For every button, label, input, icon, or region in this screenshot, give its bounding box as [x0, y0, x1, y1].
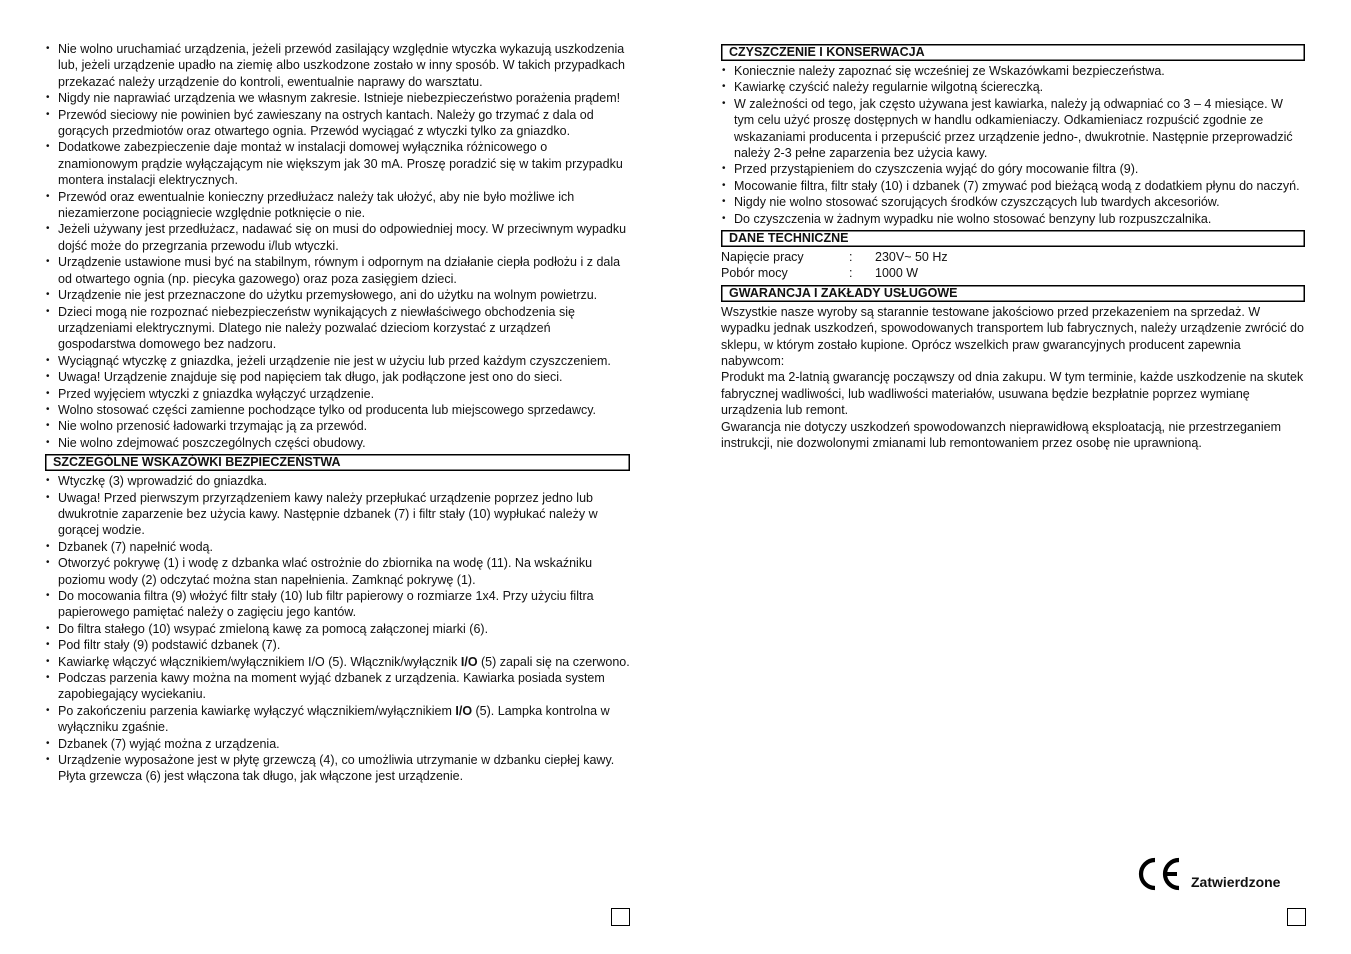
ce-mark-icon: [1135, 856, 1183, 892]
safety-list: [45, 41, 630, 451]
list-item: • Urządzenie nie jest przeznaczone do użytku przemysłowego, ani do użytku na wolnym powietrzu.: [45, 287, 630, 303]
list-item: • Uwaga! Przed pierwszym przyrządzeniem kawy należy przepłukać urządzenie poprzez jedno lub dwukrotnie zaparzenie bez użycia kawy. Następnie dzbanek (7) i filtr stały (10) wypłukać należy w gorącej wodzie.: [45, 490, 630, 539]
list-item: • Przed przystąpieniem do czyszczenia wyjąć do góry mocowanie filtra (9).: [721, 161, 1305, 177]
cleaning-heading: CZYSZCZENIE I KONSERWACJA: [721, 44, 1305, 61]
left-column: [45, 41, 630, 785]
switch-on-text-end: (5) zapali się na czerwono.: [477, 654, 630, 669]
switch-off-text-end: (5). Lampka kontrolna w wyłączniku zgaśnie.: [58, 703, 610, 735]
list-item: • Nie wolno przenosić ładowarki trzymając ją za przewód.: [45, 418, 630, 434]
spec-label: Pobór mocy: [721, 266, 788, 281]
list-item: • Nigdy nie wolno stosować szorujących środków czyszczących lub twardych akcesoriów.: [721, 194, 1305, 210]
spec-table: [721, 249, 1305, 282]
list-item: • Dzbanek (7) wyjąć można z urządzenia.: [45, 736, 630, 752]
list-item: • Wyciągnąć wtyczkę z gniazdka, jeżeli urządzenie nie jest w użyciu lub przed każdym czyszczeniem.: [45, 353, 630, 369]
list-item: • Urządzenie ustawione musi być na stabilnym, równym i odpornym na działanie ciepła podłożu i z dala od otwartego ognia (np. piecyka gazowego) oraz poza zasięgiem dzieci.: [45, 254, 630, 287]
list-item: • Wolno stosować części zamienne pochodzące tylko od producenta lub miejscowego sprzedawcy.: [45, 402, 630, 418]
list-item: • Nie wolno uruchamiać urządzenia, jeżeli przewód zasilający względnie wtyczka wykazują uszkodzenia lub, jeżeli urządzenie upadło na ziemię albo uszkodzone zostało w inny sposób. W takich przypadkach przekazać należy urządzenie do kontroli, ewentualnie naprawy do warsztatu.: [45, 41, 630, 90]
technical-data-heading: DANE TECHNICZNE: [721, 230, 1305, 247]
spec-label: Napięcie pracy: [721, 250, 804, 265]
switch-off-bold: I/O: [455, 703, 473, 718]
list-item: • Wtyczkę (3) wprowadzić do gniazdka.: [45, 473, 630, 489]
spec-colon: :: [849, 266, 853, 281]
list-item: • Podczas parzenia kawy można na moment wyjąć dzbanek z urządzenia. Kawiarka posiada system zapobiegający wyciekaniu.: [45, 670, 630, 703]
list-item: • Pod filtr stały (9) podstawić dzbanek (7).: [45, 637, 630, 653]
list-item: [45, 654, 630, 670]
list-item: • Mocowanie filtra, filtr stały (10) i dzbanek (7) zmywać pod bieżącą wodą z dodatkiem płynu do naczyń.: [721, 178, 1305, 194]
list-item: • Dzbanek (7) napełnić wodą.: [45, 539, 630, 555]
list-item: • Do mocowania filtra (9) włożyć filtr stały (10) lub filtr papierowy o rozmiarze 1x4. Przy użyciu filtra papierowego pamiętać należy o zagięciu jego kantów.: [45, 588, 630, 621]
spec-row: [721, 265, 1305, 281]
right-column: [721, 44, 1305, 452]
list-item: • Przed wyjęciem wtyczki z gniazdka wyłączyć urządzenie.: [45, 386, 630, 402]
ce-approval-label: Zatwierdzone: [1191, 873, 1281, 890]
list-item: • Uwaga! Urządzenie znajduje się pod napięciem tak długo, jak podłączone jest ono do sieci.: [45, 369, 630, 385]
cleaning-list: [721, 63, 1305, 227]
special-safety-heading: SZCZEGÓLNE WSKAZÓWKI BEZPIECZEŃSTWA: [45, 454, 630, 471]
switch-off-text: Po zakończeniu parzenia kawiarkę wyłączyć włącznikiem/wyłącznikiem: [58, 703, 456, 718]
list-item: • Nie wolno zdejmować poszczególnych części obudowy.: [45, 435, 630, 451]
spec-colon: :: [849, 250, 853, 265]
list-item: • Urządzenie wyposażone jest w płytę grzewczą (4), co umożliwia utrzymanie w dzbanku ciepłej kawy. Płyta grzewcza (6) jest włączona tak długo, jak włączone jest urządzenie.: [45, 752, 630, 785]
list-item: • Do czyszczenia w żadnym wypadku nie wolno stosować benzyny lub rozpuszczalnika.: [721, 211, 1305, 227]
spec-value: 1000 W: [875, 266, 919, 281]
special-safety-list: [45, 473, 630, 785]
warranty-paragraph: Produkt ma 2-latnią gwarancję począwszy od dnia zakupu. W tym terminie, każde uszkodzenie na skutek fabrycznej wadliwości, lub wadliwości materiałów, usuwana będzie bezpłatnie poprzez wymianę urządzenia lub remont.: [721, 370, 1304, 418]
switch-on-text: Kawiarkę włączyć włącznikiem/wyłącznikiem I/O (5). Włącznik/wyłącznik: [58, 654, 461, 669]
warranty-paragraph: Gwarancja nie dotyczy uszkodzeń spowodowanzch nieprawidłową eksploatacją, nie przestrzeganiem instrukcji, nie dozwolonymi zmianami lub remontowaniem przez osobę nie uprawnioną.: [721, 419, 1282, 451]
list-item: • W zależności od tego, jak często używana jest kawiarka, należy ją odwapniać co 3 – 4 miesiące. W tym celu użyć proszę dostępnych w handlu odkamieniaczy. Odkamieniacz rozpuścić zgodnie ze wskazaniami producenta i przepuścić przez urządzenie jedno-, dwukrotnie. Następnie przeprowadzić należy 2-3 pełne zaparzenia bez użycia kawy.: [721, 96, 1305, 162]
list-item: • Przewód sieciowy nie powinien być zawieszany na ostrych kantach. Należy go trzymać z dala od gorących przedmiotów oraz otwartego ognia. Przewód wyciągać z wtyczki tylko za gniazdko.: [45, 107, 630, 140]
list-item: • Koniecznie należy zapoznać się wcześniej ze Wskazówkami bezpieczeństwa.: [721, 63, 1305, 79]
switch-on-bold: I/O: [460, 654, 478, 669]
page-number-box-left: [611, 908, 630, 926]
warranty-heading: GWARANCJA I ZAKŁADY USŁUGOWE: [721, 285, 1305, 302]
list-item: • Nigdy nie naprawiać urządzenia we własnym zakresie. Istnieje niebezpieczeństwo porażenia prądem!: [45, 90, 630, 106]
list-item: • Dodatkowe zabezpieczenie daje montaż w instalacji domowej wyłącznika różnicowego o znamionowym prądzie wyłączającym nie większym jak 30 mA. Proszę poradzić się w takim przypadku montera instalacji elektrycznych.: [45, 139, 630, 188]
ce-approval: [1135, 856, 1280, 892]
list-item: [45, 703, 630, 736]
list-item: • Kawiarkę czyścić należy regularnie wilgotną ściereczką.: [721, 79, 1305, 95]
spec-value: 230V~ 50 Hz: [875, 250, 948, 265]
spec-row: [721, 249, 1305, 265]
warranty-paragraph: Wszystkie nasze wyroby są starannie testowane jakościowo przed przekazeniem na sprzedaż. W wypadku jednak uszkodzeń, spowodowanych transportem lub fabrycznych, należy urządzenie zwrócić do sklepu, w którym zostało kupione. Oprócz wszelkich praw gwarancyjnych producent zapewnia nabywcom:: [721, 304, 1304, 369]
page-number-box-right: [1287, 908, 1306, 926]
list-item: • Otworzyć pokrywę (1) i wodę z dzbanka wlać ostrożnie do zbiornika na wodę (11). Na wskaźniku poziomu wody (2) odczytać można stan napełnienia. Zamknąć pokrywę (1).: [45, 555, 630, 588]
list-item: • Do filtra stałego (10) wsypać zmieloną kawę za pomocą załączonej miarki (6).: [45, 621, 630, 637]
list-item: • Przewód oraz ewentualnie konieczny przedłużacz należy tak ułożyć, aby nie było możliwe ich niezamierzone pociągniecie względnie potknięcie o nie.: [45, 189, 630, 222]
list-item: • Jeżeli używany jest przedłużacz, nadawać się on musi do odpowiedniej mocy. W przeciwnym wypadku dojść może do przegrzania przewodu i/lub wtyczki.: [45, 221, 630, 254]
list-item: • Dzieci mogą nie rozpoznać niebezpieczeństw wynikających z niewłaściwego obchodzenia się urządzeniami elektrycznymi. Dlatego nie należy pozwalać dzieciom korzystać z urządzeń gospodarstwa domowego bez nadzoru.: [45, 304, 630, 353]
